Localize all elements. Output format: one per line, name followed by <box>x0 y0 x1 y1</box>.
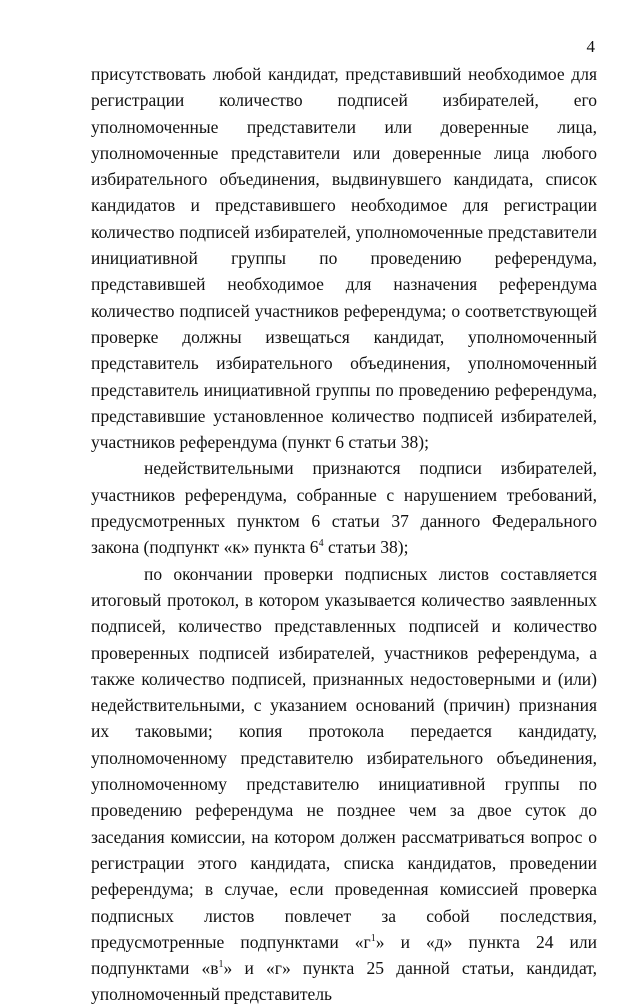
paragraph-2 <box>91 455 597 560</box>
paragraph-3 <box>91 561 597 1008</box>
document-body <box>91 61 597 1008</box>
paragraph-2-text-a: недействительными признаются подписи избирателей, участников референдума, собранные с нарушением требований, предусмотренных пунктом 6 статьи 37 данного Федерального закона (подпункт «к» пункта 6 <box>91 458 597 558</box>
superscript: 4 <box>318 538 324 550</box>
paragraph-3-text-b: » и «д» пункта 24 или подпунктами «в <box>91 931 597 979</box>
superscript: 1 <box>370 932 376 944</box>
page-number: 4 <box>586 37 595 56</box>
paragraph-3-text-a: по окончании проверки подписных листов составляется итоговый протокол, в котором указывается количество заявленных подписей, количество представленных подписей и количество проверенных подписей избирателей, участников референдума, а также количество подписей, признанных недостоверными и (или) недействительными, с указанием оснований (причин) признания их таковыми; копия протокола передается кандидату, уполномоченному представителю избирательного объединения, уполномоченному представителю инициативной группы по проведению референдума не позднее чем за двое суток до заседания комиссии, на котором должен рассматриваться вопрос о регистрации этого кандидата, списка кандидатов, проведении референдума; в случае, если проведенная комиссией проверка подписных листов повлечет за собой последствия, предусмотренные подпунктами «г <box>91 563 597 952</box>
paragraph-2-text-b: статьи 38); <box>323 537 409 558</box>
paragraph-3-text-c: » и «г» пункта 25 данной статьи, кандидат, уполномоченный представитель <box>91 958 597 1005</box>
paragraph-1-text: присутствовать любой кандидат, представивший необходимое для регистрации количество подписей избирателей, его уполномоченные представители или доверенные лица, уполномоченные представители или доверенные лица любого избирательного объединения, выдвинувшего кандидата, список кандидатов и представившего необходимое для регистрации количество подписей избирателей, уполномоченные представители инициативной группы по проведению референдума, представившей необходимое для назначения референдума количество подписей участников референдума; о соответствующей проверке должны извещаться кандидат, уполномоченный представитель избирательного объединения, уполномоченный представитель инициативной группы по проведению референдума, представившие установленное количество подписей избирателей, участников референдума (пункт 6 статьи 38); <box>91 64 597 453</box>
paragraph-1 <box>91 61 597 455</box>
superscript: 1 <box>218 959 224 971</box>
